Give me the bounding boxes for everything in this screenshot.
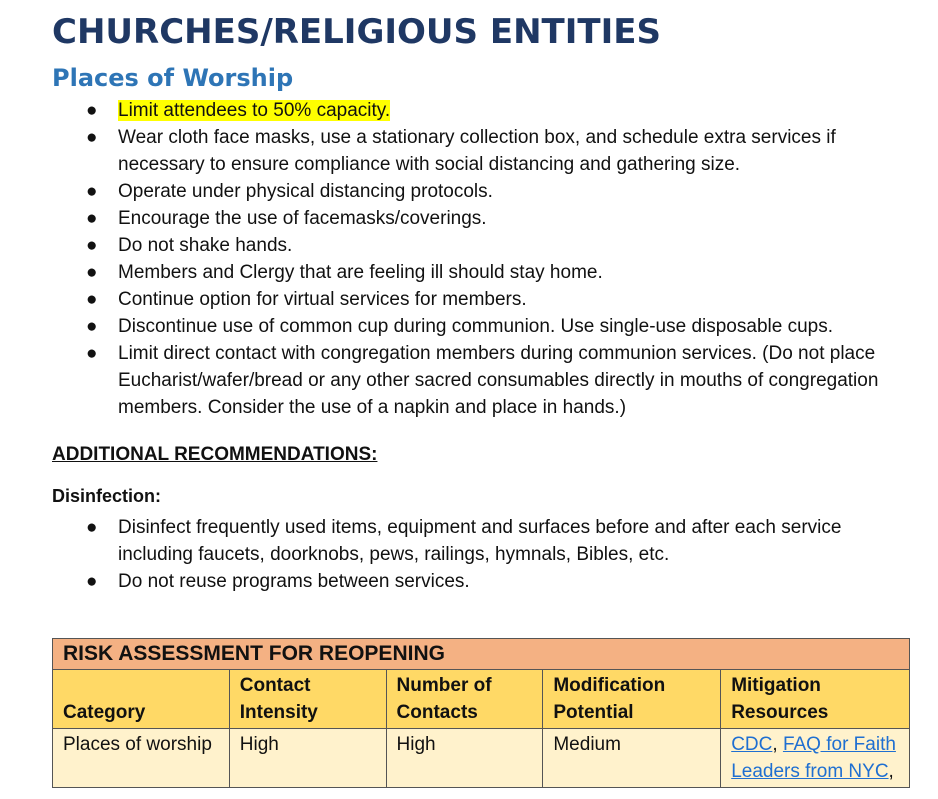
bullet-icon: ● — [86, 343, 98, 364]
bullet-icon: ● — [86, 289, 98, 310]
list-item-text: Operate under physical distancing protocols. — [118, 181, 493, 202]
list-item-text: Limit direct contact with congregation members during communion services. (Do not place Eucharist/wafer/bread or any other sacred consumables directly in mouths of congregation members. Consider the use of a napkin and place in hands.) — [118, 343, 879, 418]
table-row — [53, 729, 910, 788]
list-item — [84, 124, 904, 178]
list-item-text: Disinfect frequently used items, equipment and surfaces before and after each service including faucets, doorknobs, pews, railings, hymnals, Bibles, etc. — [118, 517, 842, 565]
table-title: RISK ASSESSMENT FOR REOPENING — [53, 639, 910, 670]
bullet-icon: ● — [86, 316, 98, 337]
column-header: Contact Intensity — [229, 670, 386, 729]
page-title: CHURCHES/RELIGIOUS ENTITIES — [52, 12, 661, 52]
bullet-icon: ● — [86, 100, 98, 121]
list-item — [84, 259, 904, 286]
risk-assessment-table — [52, 638, 910, 788]
list-item — [84, 178, 904, 205]
list-item — [84, 97, 904, 124]
section-subtitle: Places of Worship — [52, 64, 294, 92]
list-item — [84, 340, 904, 421]
table-cell-mitigation-resources: CDC, FAQ for Faith Leaders from NYC, — [721, 729, 910, 788]
list-item-text: Encourage the use of facemasks/coverings. — [118, 208, 487, 229]
list-item — [84, 205, 904, 232]
list-item-text: Members and Clergy that are feeling ill should stay home. — [118, 262, 603, 283]
bullet-icon: ● — [86, 262, 98, 283]
disinfection-list — [84, 514, 904, 595]
bullet-icon: ● — [86, 181, 98, 202]
table-cell-number-of-contacts: High — [386, 729, 543, 788]
list-item — [84, 313, 904, 340]
bullet-icon: ● — [86, 208, 98, 229]
column-header: Category — [53, 670, 230, 729]
list-item-text: Wear cloth face masks, use a stationary collection box, and schedule extra services if necessary to ensure compliance with social distancing and gathering size. — [118, 127, 836, 175]
list-item — [84, 232, 904, 259]
list-item — [84, 568, 904, 595]
table-header-row — [53, 670, 910, 729]
list-item-text: Do not reuse programs between services. — [118, 571, 470, 592]
worship-guidelines-list — [84, 97, 904, 421]
column-header: Number of Contacts — [386, 670, 543, 729]
list-item-text: Continue option for virtual services for members. — [118, 289, 527, 310]
column-header: Mitigation Resources — [721, 670, 910, 729]
bullet-icon: ● — [86, 127, 98, 148]
bullet-icon: ● — [86, 235, 98, 256]
list-item-text: Discontinue use of common cup during communion. Use single-use disposable cups. — [118, 316, 833, 337]
column-header: Modification Potential — [543, 670, 721, 729]
table-title-row — [53, 639, 910, 670]
list-item — [84, 286, 904, 313]
bullet-icon: ● — [86, 517, 98, 538]
list-item — [84, 514, 904, 568]
cdc-link[interactable]: CDC — [731, 734, 773, 755]
additional-recommendations-heading: ADDITIONAL RECOMMENDATIONS: — [52, 444, 378, 465]
faq-faith-leaders-link[interactable]: FAQ for Faith Leaders from NYC — [731, 734, 896, 782]
list-item-text: Do not shake hands. — [118, 235, 293, 256]
table-cell-contact-intensity: High — [229, 729, 386, 788]
table-cell-category: Places of worship — [53, 729, 230, 788]
bullet-icon: ● — [86, 571, 98, 592]
disinfection-label: Disinfection: — [52, 486, 162, 506]
table-cell-modification-potential: Medium — [543, 729, 721, 788]
highlighted-text: Limit attendees to 50% capacity. — [118, 100, 391, 121]
